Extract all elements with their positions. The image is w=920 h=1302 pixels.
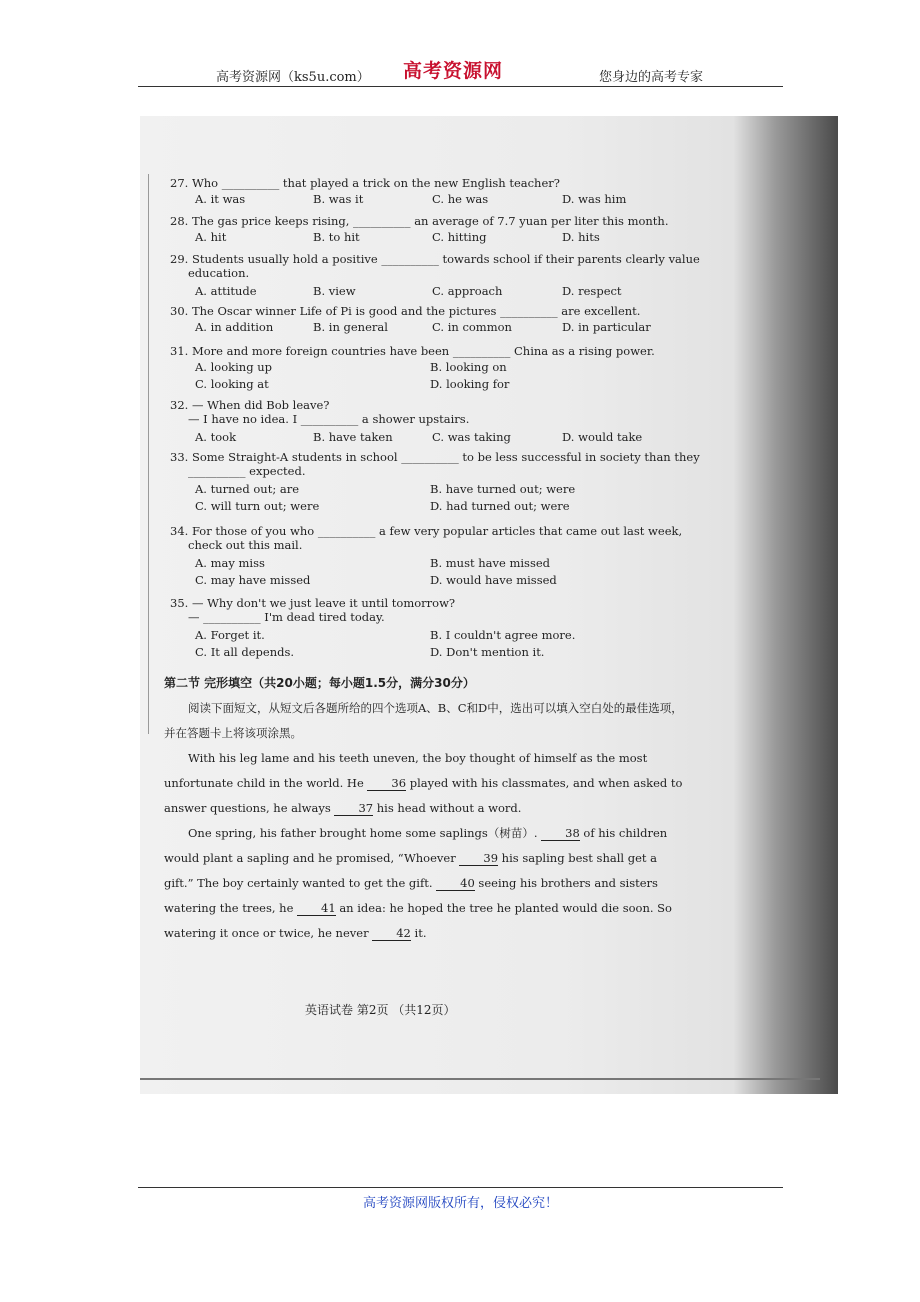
option-b[interactable]: B. must have missed	[430, 556, 551, 570]
option-a[interactable]: A. attitude	[195, 284, 257, 298]
question-line	[170, 450, 700, 464]
blank-36: 36	[367, 776, 406, 791]
option-b[interactable]: B. was it	[313, 192, 364, 206]
text: seeing his brothers and sisters watering the trees, he	[164, 876, 658, 915]
option-a[interactable]: A. turned out; are	[195, 482, 300, 496]
option-a[interactable]: A. it was	[195, 192, 246, 206]
question-line	[170, 304, 640, 318]
question-text: — Why don't we just leave it until tomorrow?	[191, 596, 456, 610]
question-number: 35.	[170, 596, 189, 610]
option-d[interactable]: D. would have missed	[430, 573, 557, 587]
question-number: 29.	[170, 252, 189, 266]
option-b[interactable]: B. view	[313, 284, 356, 298]
option-b[interactable]: B. to hit	[313, 230, 360, 244]
question-line	[170, 596, 455, 610]
question-text-continued: education.	[188, 266, 250, 280]
question-number: 30.	[170, 304, 189, 318]
option-a[interactable]: A. looking up	[195, 360, 272, 374]
question-30	[170, 304, 640, 318]
text: of his children would plant a sapling and he promised, “Whoever	[164, 826, 668, 865]
option-c[interactable]: C. was taking	[432, 430, 511, 444]
question-text-continued: — I have no idea. I __________ a shower upstairs.	[188, 412, 470, 426]
text: With his leg lame and his teeth uneven, the boy thought of himself as the most unfortunate child in the world. He	[164, 751, 648, 790]
text: it.	[410, 926, 427, 940]
option-c[interactable]: C. hitting	[432, 230, 487, 244]
text: an idea: he hoped the tree he planted would die soon. So watering it once or twice, he never	[164, 901, 672, 940]
passage-paragraph-2	[164, 821, 684, 946]
blank-40: 40	[436, 876, 475, 891]
question-text: More and more foreign countries have been __________ China as a rising power.	[191, 344, 655, 358]
blank-37: 37	[334, 801, 373, 816]
question-line	[170, 252, 700, 266]
question-text: — When did Bob leave?	[191, 398, 330, 412]
question-31	[170, 344, 655, 358]
header-site-name: 高考资源网（ks5u.com）	[216, 70, 370, 85]
question-text: The Oscar winner Life of Pi is good and the pictures __________ are excellent.	[191, 304, 641, 318]
scanned-exam-page	[140, 116, 838, 1094]
question-27	[170, 176, 560, 190]
question-text-continued: check out this mail.	[188, 538, 303, 552]
scan-bottom-rule	[140, 1078, 820, 1080]
option-a[interactable]: A. may miss	[195, 556, 265, 570]
question-text: Some Straight-A students in school __________ to be less successful in society than they	[191, 450, 700, 464]
option-c[interactable]: C. in common	[432, 320, 512, 334]
option-c[interactable]: C. looking at	[195, 377, 269, 391]
question-29	[170, 252, 700, 280]
question-line	[170, 344, 655, 358]
option-a[interactable]: A. Forget it.	[195, 628, 265, 642]
header-slogan: 您身边的高考专家	[598, 70, 703, 85]
question-line	[170, 524, 682, 538]
option-d[interactable]: D. in particular	[562, 320, 651, 334]
blank-42: 42	[372, 926, 411, 941]
footer-copyright: 高考资源网版权所有，侵权必究！	[362, 1196, 558, 1211]
question-number: 31.	[170, 344, 189, 358]
question-32	[170, 398, 469, 426]
question-35	[170, 596, 455, 624]
option-d[interactable]: D. was him	[562, 192, 627, 206]
question-text: Who __________ that played a trick on the new English teacher?	[191, 176, 560, 190]
passage-paragraph-1	[164, 746, 684, 821]
option-d[interactable]: D. hits	[562, 230, 600, 244]
option-d[interactable]: D. Don't mention it.	[430, 645, 545, 659]
question-text-continued: — __________ I'm dead tired today.	[188, 610, 385, 624]
option-c[interactable]: C. may have missed	[195, 573, 311, 587]
page-header	[138, 60, 783, 87]
question-text: Students usually hold a positive __________ towards school if their parents clearly value	[191, 252, 700, 266]
question-line	[170, 398, 469, 412]
instruction: 阅读下面短文，从短文后各题所给的四个选项A、B、C和D中，选出可以填入空白处的最佳选项，并在答题卡上将该项涂黑。	[164, 701, 683, 740]
question-number: 27.	[170, 176, 189, 190]
blank-39: 39	[459, 851, 498, 866]
text: played with his classmates, and when asked to answer questions, he always	[164, 776, 683, 815]
option-b[interactable]: B. I couldn't agree more.	[430, 628, 576, 642]
text: his head without a word.	[373, 801, 522, 815]
option-c[interactable]: C. he was	[432, 192, 489, 206]
blank-41: 41	[297, 901, 336, 916]
question-line	[170, 214, 668, 228]
blank-38: 38	[541, 826, 580, 841]
option-d[interactable]: D. looking for	[430, 377, 510, 391]
cloze-passage	[164, 696, 684, 946]
option-b[interactable]: B. in general	[313, 320, 388, 334]
question-list	[140, 116, 700, 1094]
question-text: For those of you who __________ a few very popular articles that came out last week,	[191, 524, 683, 538]
question-33	[170, 450, 700, 478]
option-c[interactable]: C. approach	[432, 284, 503, 298]
question-text-continued: __________ expected.	[188, 464, 306, 478]
question-number: 33.	[170, 450, 189, 464]
option-b[interactable]: B. looking on	[430, 360, 507, 374]
question-text: The gas price keeps rising, __________ an average of 7.7 yuan per liter this month.	[191, 214, 669, 228]
text: One spring, his father brought home some saplings（树苗）.	[188, 826, 542, 840]
header-logo: 高考资源网	[403, 60, 504, 82]
option-c[interactable]: C. It all depends.	[195, 645, 295, 659]
option-b[interactable]: B. have turned out; were	[430, 482, 576, 496]
option-a[interactable]: A. hit	[195, 230, 227, 244]
option-a[interactable]: A. in addition	[195, 320, 274, 334]
question-number: 34.	[170, 524, 189, 538]
question-28	[170, 214, 668, 228]
page-number: 英语试卷 第2页 （共12页）	[305, 1003, 456, 1017]
page-footer	[138, 1187, 783, 1211]
option-b[interactable]: B. have taken	[313, 430, 393, 444]
text: his sapling best shall get a gift.” The boy certainly wanted to get the gift.	[164, 851, 658, 890]
section-title: 第二节 完形填空（共20小题；每小题1.5分，满分30分）	[164, 676, 475, 690]
option-d[interactable]: D. had turned out; were	[430, 499, 570, 513]
option-a[interactable]: A. took	[195, 430, 237, 444]
question-number: 32.	[170, 398, 189, 412]
option-d[interactable]: D. respect	[562, 284, 622, 298]
option-c[interactable]: C. will turn out; were	[195, 499, 320, 513]
question-number: 28.	[170, 214, 189, 228]
question-line	[170, 176, 560, 190]
question-34	[170, 524, 682, 552]
option-d[interactable]: D. would take	[562, 430, 643, 444]
